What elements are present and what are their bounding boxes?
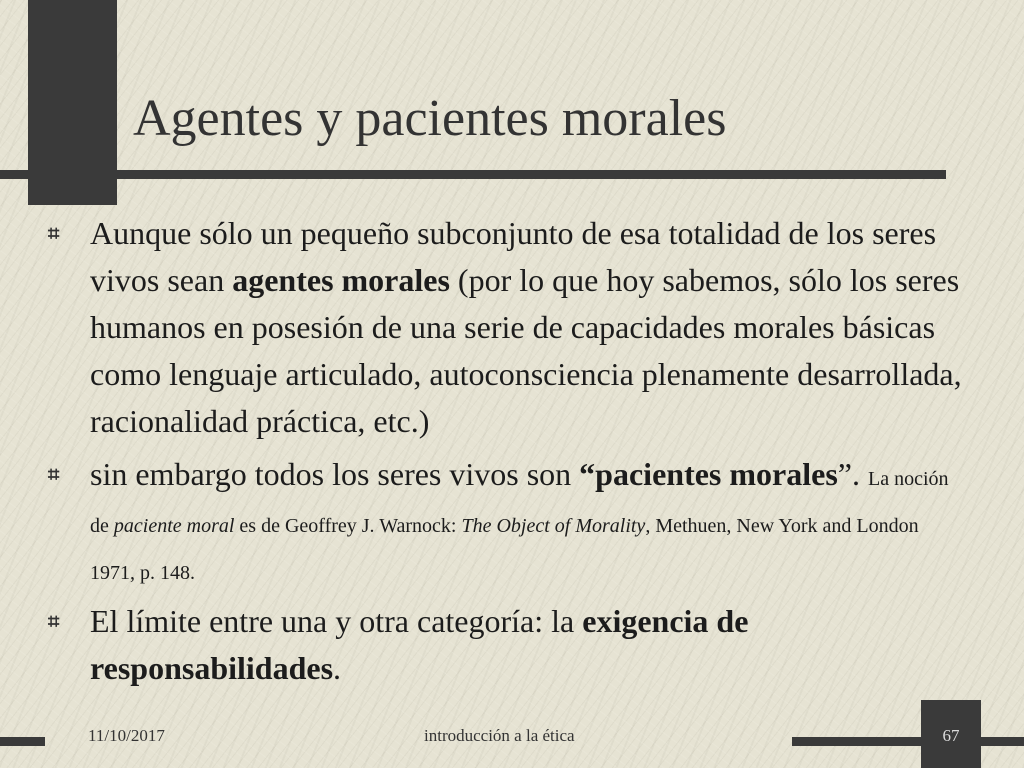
text-segment: (por lo que hoy sabemos, sólo los seres humanos en posesión de una serie de capacidades morales básicas como lenguaje articulado, autoconsciencia plenamente desarrollada, racionalidad práctica, etc.) [90, 262, 962, 439]
bullet-text [90, 456, 949, 586]
citation-text: es de Geoffrey J. Warnock: [234, 515, 462, 537]
hash-bullet-icon: ⌗ [48, 609, 60, 633]
citation-text: , Methuen, New York and London 1971, p. 148. [90, 515, 919, 584]
hash-bullet-icon: ⌗ [48, 221, 60, 245]
title-rule [0, 170, 946, 179]
bold-term: exigencia de responsabilidades [90, 603, 749, 686]
footer-rule-right [792, 737, 1024, 746]
text-segment: ”. [837, 456, 868, 492]
text-segment: . [333, 650, 342, 686]
bullet-text [90, 215, 962, 439]
text-segment: sin embargo todos los seres vivos son [90, 456, 580, 492]
citation-italic: paciente moral [113, 515, 235, 537]
bold-term: “pacientes morales [579, 456, 838, 492]
bullet-item [48, 210, 968, 445]
bullet-text [90, 603, 748, 686]
citation-text: La noción de [90, 468, 949, 537]
citation-book-title: The Object of Morality [461, 515, 646, 537]
bold-term: agentes morales [232, 262, 450, 298]
footer-course-title: introducción a la ética [424, 726, 575, 745]
footer-rule-left [0, 737, 45, 746]
footer-date: 11/10/2017 [88, 726, 165, 745]
page-number: 67 [942, 726, 960, 745]
text-segment: Aunque sólo un pequeño subconjunto de esa totalidad de los seres vivos sean [90, 215, 937, 298]
text-segment: El límite entre una y otra categoría: la [90, 603, 583, 639]
bullet-item [48, 598, 968, 692]
bullet-list [48, 210, 968, 692]
bullet-item [48, 451, 968, 592]
hash-bullet-icon: ⌗ [48, 462, 60, 486]
slide-title: Agentes y pacientes morales [133, 90, 727, 147]
